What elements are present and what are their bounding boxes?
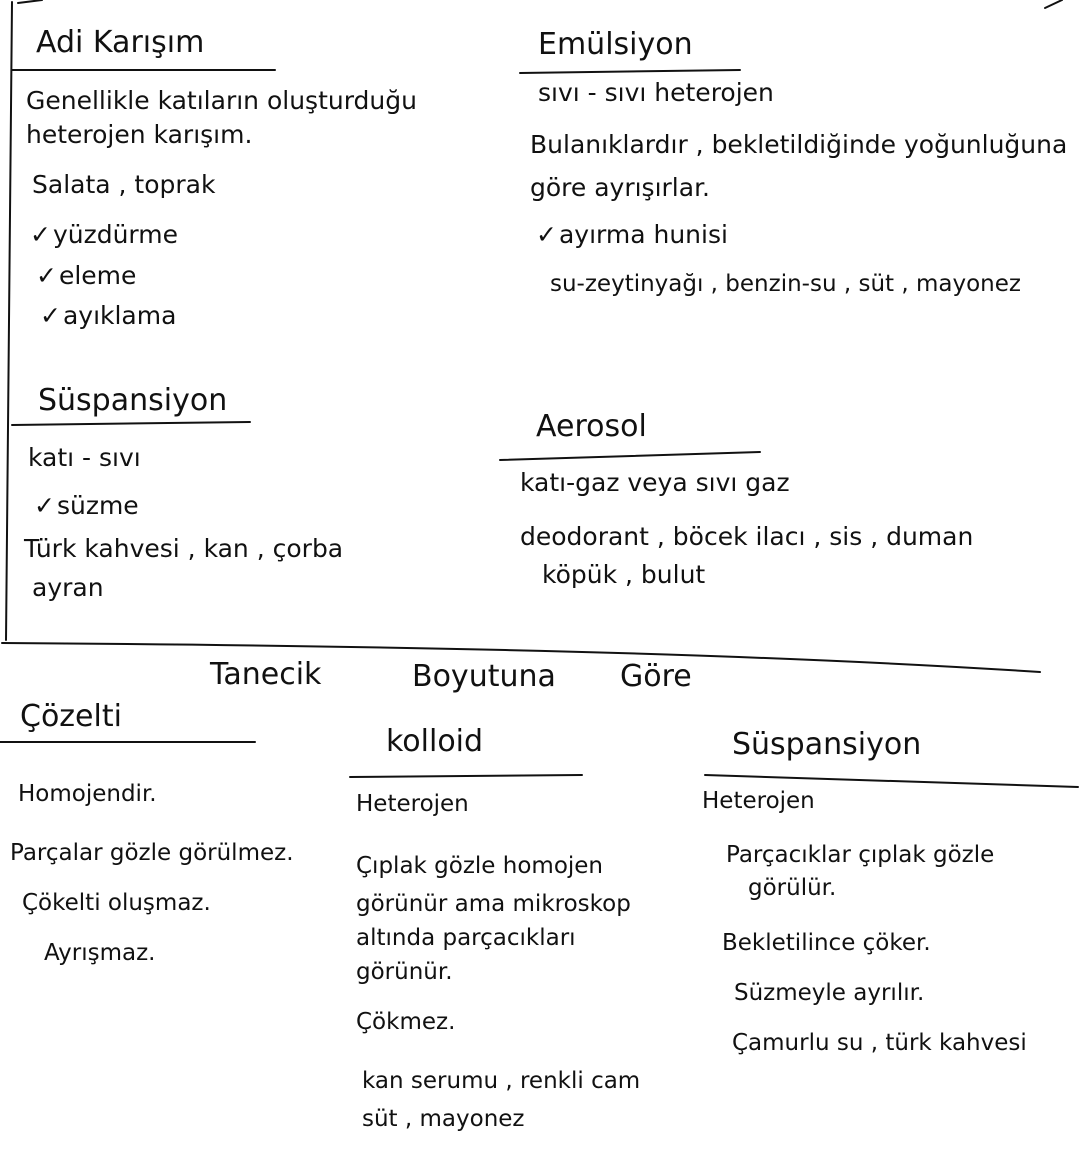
top-mark-right — [1045, 0, 1062, 8]
divider-title-word: Tanecik — [210, 657, 322, 692]
adi-karisim-line: heterojen karışım. — [26, 120, 253, 149]
emulsiyon-method: ✓ ayırma hunisi — [536, 222, 728, 247]
aerosol-line: köpük , bulut — [542, 560, 706, 589]
emulsiyon-line: Bulanıklardır , bekletildiğinde yoğunluğuna — [530, 130, 1068, 159]
emulsiyon-line: göre ayrışırlar. — [530, 173, 711, 202]
adi-karisim-line: Genellikle katıların oluşturduğu — [26, 86, 417, 115]
suspansiyon-bottom-title: Süspansiyon — [732, 727, 922, 762]
underline-kolloid — [350, 775, 582, 777]
aerosol-line: deodorant , böcek ilacı , sis , duman — [520, 522, 974, 551]
cozelti-line: Ayrışmaz. — [44, 940, 156, 966]
kolloid-examples: kan serumu , renkli cam — [362, 1068, 641, 1094]
kolloid-line: altında parçacıkları — [356, 925, 576, 951]
cozelti-line: Çökelti oluşmaz. — [22, 890, 211, 916]
suspansiyon-top-line: ayran — [32, 573, 104, 602]
kolloid-line: Çıplak gözle homojen — [356, 853, 604, 879]
adi-karisim-title: Adi Karışım — [36, 25, 205, 60]
emulsiyon-title: Emülsiyon — [538, 27, 693, 62]
kolloid-title: kolloid — [386, 724, 484, 759]
emulsiyon-line: sıvı - sıvı heterojen — [538, 78, 774, 107]
suspansiyon-bottom-line: Heterojen — [702, 788, 815, 814]
suspansiyon-top-line: katı - sıvı — [28, 443, 141, 472]
suspansiyon-bottom-line: Bekletilince çöker. — [722, 930, 931, 956]
underline-aerosol — [500, 452, 760, 460]
top-mark-left — [18, 0, 42, 3]
emulsiyon-examples: su-zeytinyağı , benzin-su , süt , mayonez — [550, 271, 1021, 297]
adi-karisim-method: ✓ ayıklama — [40, 303, 176, 328]
kolloid-line: Çökmez. — [356, 1009, 456, 1035]
cozelti-title: Çözelti — [20, 699, 122, 734]
adi-karisim-method: ✓ eleme — [36, 263, 136, 288]
kolloid-examples: süt , mayonez — [362, 1106, 525, 1132]
suspansiyon-bottom-line: Süzmeyle ayrılır. — [734, 980, 925, 1006]
cozelti-line: Homojendir. — [18, 781, 157, 807]
divider-title-word: Boyutuna — [412, 659, 556, 694]
underline-emulsiyon — [520, 70, 740, 73]
underline-suspansiyon-bottom — [705, 775, 1078, 787]
suspansiyon-bottom-line: Parçacıklar çıplak gözle — [726, 842, 995, 868]
cozelti-line: Parçalar gözle görülmez. — [10, 840, 294, 866]
divider-title-word: Göre — [620, 659, 692, 694]
kolloid-line: Heterojen — [356, 791, 469, 817]
underline-suspansiyon-top — [12, 422, 250, 425]
aerosol-line: katı-gaz veya sıvı gaz — [520, 468, 790, 497]
suspansiyon-bottom-examples: Çamurlu su , türk kahvesi — [732, 1030, 1027, 1056]
suspansiyon-bottom-line: görülür. — [748, 875, 837, 901]
aerosol-title: Aerosol — [536, 409, 647, 444]
adi-karisim-line: Salata , toprak — [32, 170, 216, 199]
kolloid-line: görünür ama mikroskop — [356, 891, 631, 917]
left-border-line — [6, 2, 12, 640]
suspansiyon-top-line: Türk kahvesi , kan , çorba — [24, 534, 344, 563]
kolloid-line: görünür. — [356, 959, 453, 985]
adi-karisim-method: ✓ yüzdürme — [30, 222, 178, 247]
suspansiyon-top-method: ✓ süzme — [34, 493, 139, 518]
suspansiyon-top-title: Süspansiyon — [38, 383, 228, 418]
